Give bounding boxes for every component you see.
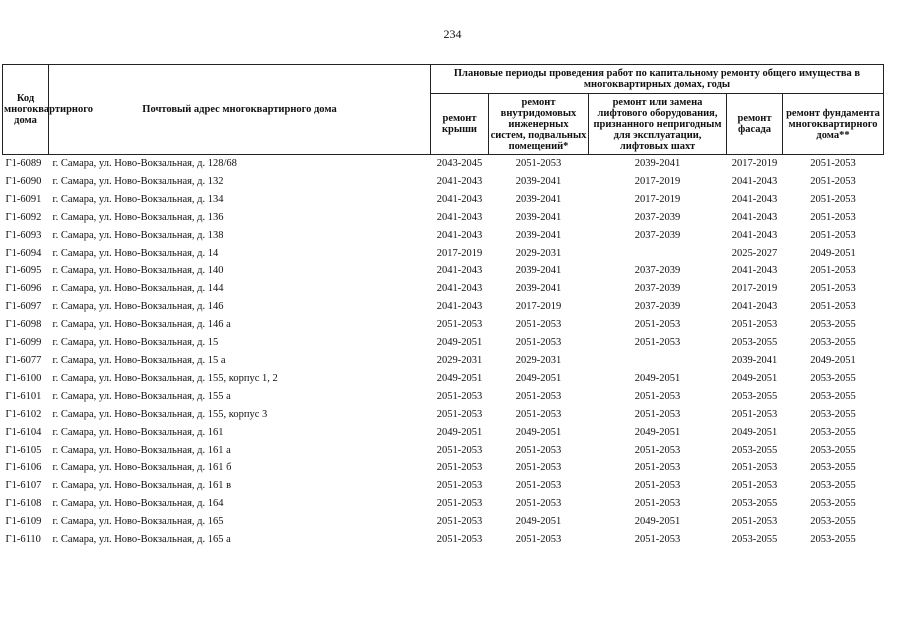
address-cell: г. Самара, ул. Ново-Вокзальная, д. 146: [52, 301, 224, 313]
table-row: [3, 424, 884, 442]
foundation-period-cell: 2051-2053: [810, 158, 856, 169]
table-row: [3, 334, 884, 352]
code-cell: Г1-6106: [5, 462, 42, 474]
code-cell: Г1-6102: [5, 408, 42, 420]
facade-period-cell: 2051-2053: [731, 516, 778, 528]
roof-period-cell: 2041-2043: [436, 283, 483, 295]
foundation-period-cell: 2053-2055: [810, 534, 856, 546]
page-number: 234: [443, 27, 462, 41]
table-row: [3, 406, 884, 424]
header-foundation: ремонт фундамента многоквартирного дома**: [783, 94, 884, 155]
elevator-period-cell: 2049-2051: [634, 516, 681, 528]
facade-period-cell: 2053-2055: [731, 390, 778, 402]
systems-period-cell: 2049-2051: [515, 516, 562, 528]
header-code: Код многоквартирного дома: [3, 65, 49, 155]
elevator-period-cell: 2039-2041: [634, 158, 681, 169]
header-address: Почтовый адрес многоквартирного дома: [49, 65, 431, 155]
elevator-period-cell: [589, 352, 727, 370]
code-cell: Г1-6104: [5, 426, 42, 438]
table-row: [3, 370, 884, 388]
foundation-period-cell: 2051-2053: [810, 265, 856, 277]
facade-period-cell: 2049-2051: [731, 426, 778, 438]
address-cell: г. Самара, ул. Ново-Вокзальная, д. 136: [52, 211, 224, 223]
systems-period-cell: 2051-2053: [515, 444, 562, 456]
facade-period-cell: 2053-2055: [731, 337, 778, 349]
code-cell: Г1-6109: [5, 516, 42, 528]
systems-period-cell: 2039-2041: [515, 175, 562, 187]
elevator-period-cell: 2051-2053: [634, 408, 681, 420]
foundation-period-cell: 2053-2055: [810, 462, 856, 474]
roof-period-cell: 2051-2053: [436, 390, 483, 402]
address-cell: г. Самара, ул. Ново-Вокзальная, д. 15: [52, 337, 219, 349]
foundation-period-cell: 2049-2051: [810, 247, 856, 259]
roof-period-cell: 2043-2045: [436, 158, 483, 169]
facade-period-cell: 2051-2053: [731, 462, 778, 474]
foundation-period-cell: 2051-2053: [810, 193, 856, 205]
elevator-period-cell: 2049-2051: [634, 426, 681, 438]
facade-period-cell: 2017-2019: [731, 283, 778, 295]
elevator-period-cell: 2037-2039: [634, 229, 681, 241]
table-row: [3, 477, 884, 495]
table-row: [3, 209, 884, 227]
facade-period-cell: 2053-2055: [731, 534, 778, 546]
roof-period-cell: 2051-2053: [436, 480, 483, 492]
elevator-period-cell: 2051-2053: [634, 319, 681, 331]
address-cell: г. Самара, ул. Ново-Вокзальная, д. 165 а: [52, 534, 231, 546]
roof-period-cell: 2049-2051: [436, 372, 483, 384]
facade-period-cell: 2041-2043: [731, 265, 778, 277]
address-cell: г. Самара, ул. Ново-Вокзальная, д. 164: [52, 498, 224, 510]
address-cell: г. Самара, ул. Ново-Вокзальная, д. 146 а: [52, 319, 231, 331]
roof-period-cell: 2041-2043: [436, 265, 483, 277]
facade-period-cell: 2041-2043: [731, 229, 778, 241]
code-cell: Г1-6094: [5, 247, 42, 259]
header-elevator: ремонт или замена лифтового оборудования, признанного непригодным для эксплуатации, лифтовых шахт: [589, 94, 727, 155]
table-row: [3, 191, 884, 209]
systems-period-cell: 2039-2041: [515, 265, 562, 277]
elevator-period-cell: 2037-2039: [634, 301, 681, 313]
elevator-period-cell: 2051-2053: [634, 390, 681, 402]
address-cell: г. Самара, ул. Ново-Вокзальная, д. 15 а: [52, 354, 226, 366]
address-cell: г. Самара, ул. Ново-Вокзальная, д. 138: [52, 229, 224, 241]
roof-period-cell: 2029-2031: [436, 354, 483, 366]
facade-period-cell: 2049-2051: [731, 372, 778, 384]
table-row: [3, 442, 884, 460]
foundation-period-cell: 2053-2055: [810, 390, 856, 402]
foundation-period-cell: 2051-2053: [810, 175, 856, 187]
foundation-period-cell: 2053-2055: [810, 498, 856, 510]
table-row: [3, 388, 884, 406]
roof-period-cell: 2051-2053: [436, 534, 483, 546]
elevator-period-cell: 2017-2019: [634, 175, 681, 187]
systems-period-cell: 2051-2053: [515, 498, 562, 510]
code-cell: Г1-6100: [5, 372, 42, 384]
foundation-period-cell: 2053-2055: [810, 516, 856, 528]
code-cell: Г1-6105: [5, 444, 42, 456]
table-row: [3, 459, 884, 477]
roof-period-cell: 2041-2043: [436, 301, 483, 313]
roof-period-cell: 2051-2053: [436, 444, 483, 456]
address-cell: г. Самара, ул. Ново-Вокзальная, д. 161 б: [52, 462, 232, 474]
foundation-period-cell: 2051-2053: [810, 301, 856, 313]
code-cell: Г1-6099: [5, 337, 42, 349]
systems-period-cell: 2039-2041: [515, 283, 562, 295]
facade-period-cell: 2025-2027: [731, 247, 778, 259]
elevator-period-cell: 2017-2019: [634, 193, 681, 205]
roof-period-cell: 2051-2053: [436, 319, 483, 331]
code-cell: Г1-6091: [5, 193, 42, 205]
roof-period-cell: 2017-2019: [436, 247, 483, 259]
systems-period-cell: 2051-2053: [515, 534, 562, 546]
table-row: [3, 352, 884, 370]
systems-period-cell: 2049-2051: [515, 426, 562, 438]
facade-period-cell: 2039-2041: [731, 354, 778, 366]
systems-period-cell: 2039-2041: [515, 229, 562, 241]
table-row: [3, 173, 884, 191]
table-row: [3, 531, 884, 549]
foundation-period-cell: 2053-2055: [810, 337, 856, 349]
code-cell: Г1-6092: [5, 211, 42, 223]
systems-period-cell: 2051-2053: [515, 462, 562, 474]
address-cell: г. Самара, ул. Ново-Вокзальная, д. 155, корпус 1, 2: [52, 372, 278, 384]
facade-period-cell: 2017-2019: [731, 158, 778, 169]
facade-period-cell: 2051-2053: [731, 408, 778, 420]
table-row: [3, 495, 884, 513]
elevator-period-cell: 2051-2053: [634, 534, 681, 546]
address-cell: г. Самара, ул. Ново-Вокзальная, д. 132: [52, 175, 224, 187]
table-row: [3, 262, 884, 280]
roof-period-cell: 2049-2051: [436, 337, 483, 349]
roof-period-cell: 2049-2051: [436, 426, 483, 438]
address-cell: г. Самара, ул. Ново-Вокзальная, д. 140: [52, 265, 224, 277]
code-cell: Г1-6098: [5, 319, 42, 331]
code-cell: Г1-6101: [5, 390, 42, 402]
systems-period-cell: 2051-2053: [515, 480, 562, 492]
table-row: [3, 227, 884, 245]
roof-period-cell: 2051-2053: [436, 408, 483, 420]
address-cell: г. Самара, ул. Ново-Вокзальная, д. 155 а: [52, 390, 231, 402]
code-cell: Г1-6107: [5, 480, 42, 492]
facade-period-cell: 2053-2055: [731, 498, 778, 510]
address-cell: г. Самара, ул. Ново-Вокзальная, д. 165: [52, 516, 224, 528]
systems-period-cell: 2029-2031: [515, 354, 562, 366]
address-cell: г. Самара, ул. Ново-Вокзальная, д. 161: [52, 426, 224, 438]
table-row: [3, 513, 884, 531]
header-roof: ремонт крыши: [431, 94, 489, 155]
table-row: [3, 155, 884, 173]
header-systems: ремонт внутридомовых инженерных систем, подвальных помещений*: [489, 94, 589, 155]
facade-period-cell: 2051-2053: [731, 319, 778, 331]
elevator-period-cell: 2051-2053: [634, 498, 681, 510]
table-body: [3, 155, 884, 549]
address-cell: г. Самара, ул. Ново-Вокзальная, д. 155, корпус 3: [52, 408, 268, 420]
header-facade: ремонт фасада: [727, 94, 783, 155]
elevator-period-cell: 2051-2053: [634, 444, 681, 456]
code-cell: Г1-6090: [5, 175, 42, 187]
address-cell: г. Самара, ул. Ново-Вокзальная, д. 144: [52, 283, 224, 295]
elevator-period-cell: 2037-2039: [634, 265, 681, 277]
foundation-period-cell: 2051-2053: [810, 283, 856, 295]
systems-period-cell: 2039-2041: [515, 193, 562, 205]
code-cell: Г1-6093: [5, 229, 42, 241]
foundation-period-cell: 2053-2055: [810, 444, 856, 456]
foundation-period-cell: 2053-2055: [810, 426, 856, 438]
code-cell: Г1-6096: [5, 283, 42, 295]
table-row: [3, 298, 884, 316]
roof-period-cell: 2041-2043: [436, 211, 483, 223]
address-cell: г. Самара, ул. Ново-Вокзальная, д. 161 а: [52, 444, 231, 456]
systems-period-cell: 2051-2053: [515, 158, 562, 169]
systems-period-cell: 2017-2019: [515, 301, 562, 313]
facade-period-cell: 2041-2043: [731, 175, 778, 187]
systems-period-cell: 2039-2041: [515, 211, 562, 223]
systems-period-cell: 2029-2031: [515, 247, 562, 259]
facade-period-cell: 2041-2043: [731, 301, 778, 313]
address-cell: г. Самара, ул. Ново-Вокзальная, д. 161 в: [52, 480, 232, 492]
roof-period-cell: 2051-2053: [436, 498, 483, 510]
foundation-period-cell: 2049-2051: [810, 354, 856, 366]
address-cell: г. Самара, ул. Ново-Вокзальная, д. 14: [52, 247, 219, 259]
code-cell: Г1-6110: [5, 534, 41, 546]
foundation-period-cell: 2051-2053: [810, 211, 856, 223]
roof-period-cell: 2051-2053: [436, 462, 483, 474]
address-cell: г. Самара, ул. Ново-Вокзальная, д. 134: [52, 193, 224, 205]
foundation-period-cell: 2051-2053: [810, 229, 856, 241]
systems-period-cell: 2051-2053: [515, 337, 562, 349]
repair-schedule-table: [2, 64, 884, 549]
elevator-period-cell: 2049-2051: [634, 372, 681, 384]
table-row: [3, 316, 884, 334]
header-periods-group: Плановые периоды проведения работ по капитальному ремонту общего имущества в многоквартирных домах, годы: [431, 65, 884, 94]
roof-period-cell: 2041-2043: [436, 193, 483, 205]
foundation-period-cell: 2053-2055: [810, 372, 856, 384]
table-header: [3, 65, 884, 155]
systems-period-cell: 2051-2053: [515, 319, 562, 331]
table-row: [3, 280, 884, 298]
code-cell: Г1-6097: [5, 301, 42, 313]
elevator-period-cell: 2051-2053: [634, 480, 681, 492]
elevator-period-cell: [589, 245, 727, 263]
address-cell: г. Самара, ул. Ново-Вокзальная, д. 128/68: [52, 158, 237, 169]
table-row: [3, 245, 884, 263]
facade-period-cell: 2051-2053: [731, 480, 778, 492]
systems-period-cell: 2051-2053: [515, 408, 562, 420]
code-cell: Г1-6095: [5, 265, 42, 277]
facade-period-cell: 2041-2043: [731, 193, 778, 205]
code-cell: Г1-6089: [5, 158, 42, 169]
systems-period-cell: 2051-2053: [515, 390, 562, 402]
elevator-period-cell: 2051-2053: [634, 462, 681, 474]
foundation-period-cell: 2053-2055: [810, 319, 856, 331]
elevator-period-cell: 2037-2039: [634, 283, 681, 295]
elevator-period-cell: 2051-2053: [634, 337, 681, 349]
roof-period-cell: 2041-2043: [436, 229, 483, 241]
roof-period-cell: 2051-2053: [436, 516, 483, 528]
systems-period-cell: 2049-2051: [515, 372, 562, 384]
foundation-period-cell: 2053-2055: [810, 480, 856, 492]
facade-period-cell: 2041-2043: [731, 211, 778, 223]
roof-period-cell: 2041-2043: [436, 175, 483, 187]
code-cell: Г1-6108: [5, 498, 42, 510]
facade-period-cell: 2053-2055: [731, 444, 778, 456]
foundation-period-cell: 2053-2055: [810, 408, 856, 420]
code-cell: Г1-6077: [5, 354, 42, 366]
elevator-period-cell: 2037-2039: [634, 211, 681, 223]
